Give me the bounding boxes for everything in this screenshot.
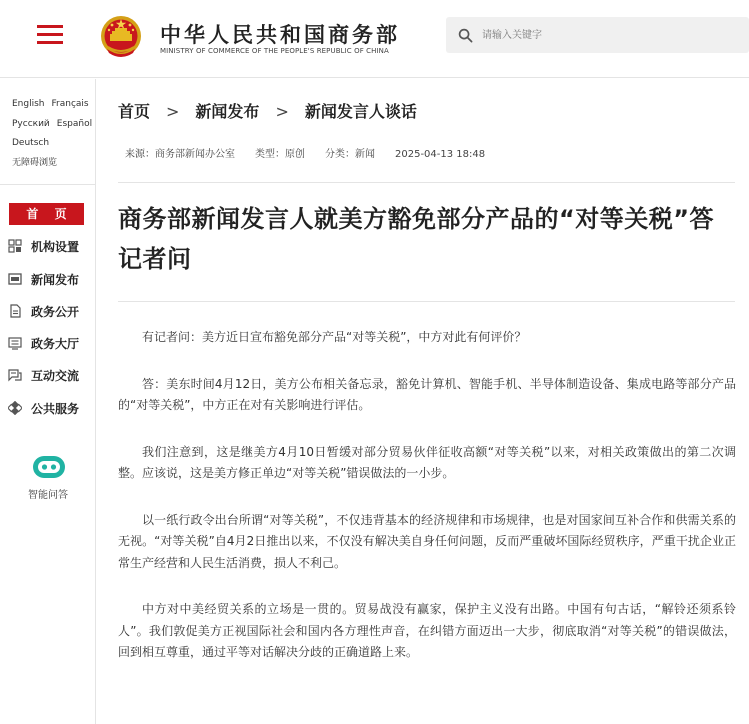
language-switcher bbox=[12, 95, 92, 173]
search-input[interactable] bbox=[482, 25, 732, 45]
search-icon[interactable] bbox=[458, 28, 473, 43]
accessibility-link[interactable]: 无障碍浏览 bbox=[12, 157, 58, 168]
nav-item-label: 公共服务 bbox=[31, 402, 80, 416]
article-paragraph: 有记者问：美方近日宣布豁免部分产品“对等关税”，中方对此有何评价？ bbox=[142, 330, 527, 344]
article-body bbox=[118, 327, 736, 689]
title-divider bbox=[118, 301, 735, 302]
chat-icon bbox=[8, 368, 22, 382]
chevron-right-icon: > bbox=[166, 102, 180, 121]
article-title: 商务部新闻发言人就美方豁免部分产品的“对等关税”答记者问 bbox=[118, 205, 715, 273]
nav-item-interaction[interactable] bbox=[8, 364, 92, 386]
nav-item-label: 互动交流 bbox=[31, 369, 80, 383]
lang-french[interactable]: Français bbox=[51, 99, 89, 109]
chevron-right-icon: > bbox=[275, 102, 289, 121]
nav-item-news[interactable] bbox=[8, 268, 92, 290]
lang-spanish[interactable]: Español bbox=[56, 118, 93, 129]
nav-item-gov-hall[interactable] bbox=[8, 332, 92, 354]
meta-date: 2025-04-13 18:48 bbox=[395, 149, 486, 160]
article-paragraph: 以一纸行政令出台所谓“对等关税”，不仅违背基本的经济规律和市场规律，也是对国家间互补合作和供需关系的无视。“对等关税”自4月2日推出以来，不仅没有解决美自身任何问题，反而严重破坏国际经贸秩序，严重干扰企业正常生产经营和人民生活消费，损人不利己。 bbox=[118, 512, 736, 570]
news-icon bbox=[8, 272, 22, 286]
meta-divider bbox=[118, 182, 735, 183]
nav-item-label: 政务公开 bbox=[31, 305, 80, 319]
site-name-cn[interactable]: 中华人民共和国商务部 bbox=[160, 23, 400, 47]
document-icon bbox=[8, 304, 22, 318]
sidebar-divider bbox=[0, 184, 96, 185]
breadcrumb-spokesperson[interactable]: 新闻发言人谈话 bbox=[304, 102, 417, 121]
nav-item-gov-affairs[interactable] bbox=[8, 300, 92, 322]
meta-source: 来源：商务部新闻办公室 bbox=[125, 149, 235, 160]
home-button[interactable]: 首 页 bbox=[9, 203, 84, 225]
nav-item-org[interactable] bbox=[8, 235, 92, 257]
lang-english[interactable]: English bbox=[12, 99, 45, 109]
article-paragraph: 我们注意到，这是继美方4月10日暂缓对部分贸易伙伴征收高额“对等关税”以来，对相关政策做出的第二次调整。应该说，这是美方修正单边“对等关税”错误做法的一小步。 bbox=[118, 444, 736, 480]
sidebar bbox=[0, 79, 96, 724]
breadcrumb-news[interactable]: 新闻发布 bbox=[195, 102, 260, 121]
assistant-label[interactable]: 智能问答 bbox=[28, 490, 68, 501]
article-paragraph: 答：美东时间4月12日，美方公布相关备忘录，豁免计算机、智能手机、半导体制造设备、集成电路等部分产品的“对等关税”，中方正在对有关影响进行评估。 bbox=[118, 376, 736, 412]
site-name-en: MINISTRY OF COMMERCE OF THE PEOPLE'S REPUBLIC OF CHINA bbox=[160, 47, 389, 55]
national-emblem-icon[interactable] bbox=[97, 13, 145, 61]
search-box bbox=[446, 17, 749, 53]
nav-item-label: 政务大厅 bbox=[31, 337, 80, 351]
robot-icon[interactable] bbox=[31, 454, 67, 480]
site-header bbox=[0, 0, 749, 78]
article-paragraph: 中方对中美经贸关系的立场是一贯的。贸易战没有赢家，保护主义没有出路。中国有句古话，“解铃还须系铃人”。我们敦促美方正视国际社会和国内各方理性声音，在纠错方面迈出一大步，彻底取消“对等关税”的错误做法，回到相互尊重，通过平等对话解决分歧的正确道路上来。 bbox=[118, 602, 736, 659]
nav-item-public-service[interactable] bbox=[8, 397, 92, 419]
hamburger-icon[interactable] bbox=[37, 25, 63, 45]
service-icon bbox=[8, 401, 22, 415]
meta-type: 类型：原创 bbox=[255, 149, 305, 160]
meta-category: 分类：新闻 bbox=[325, 149, 375, 160]
breadcrumb-home[interactable]: 首页 bbox=[118, 102, 151, 121]
lang-german[interactable]: Deutsch bbox=[12, 138, 50, 148]
nav-item-label: 机构设置 bbox=[31, 240, 80, 254]
article-meta bbox=[125, 145, 485, 160]
breadcrumb bbox=[118, 99, 417, 122]
org-grid-icon bbox=[8, 239, 22, 253]
nav-item-label: 新闻发布 bbox=[31, 273, 80, 287]
lang-russian[interactable]: Русский bbox=[12, 118, 50, 129]
hall-icon bbox=[8, 336, 22, 350]
